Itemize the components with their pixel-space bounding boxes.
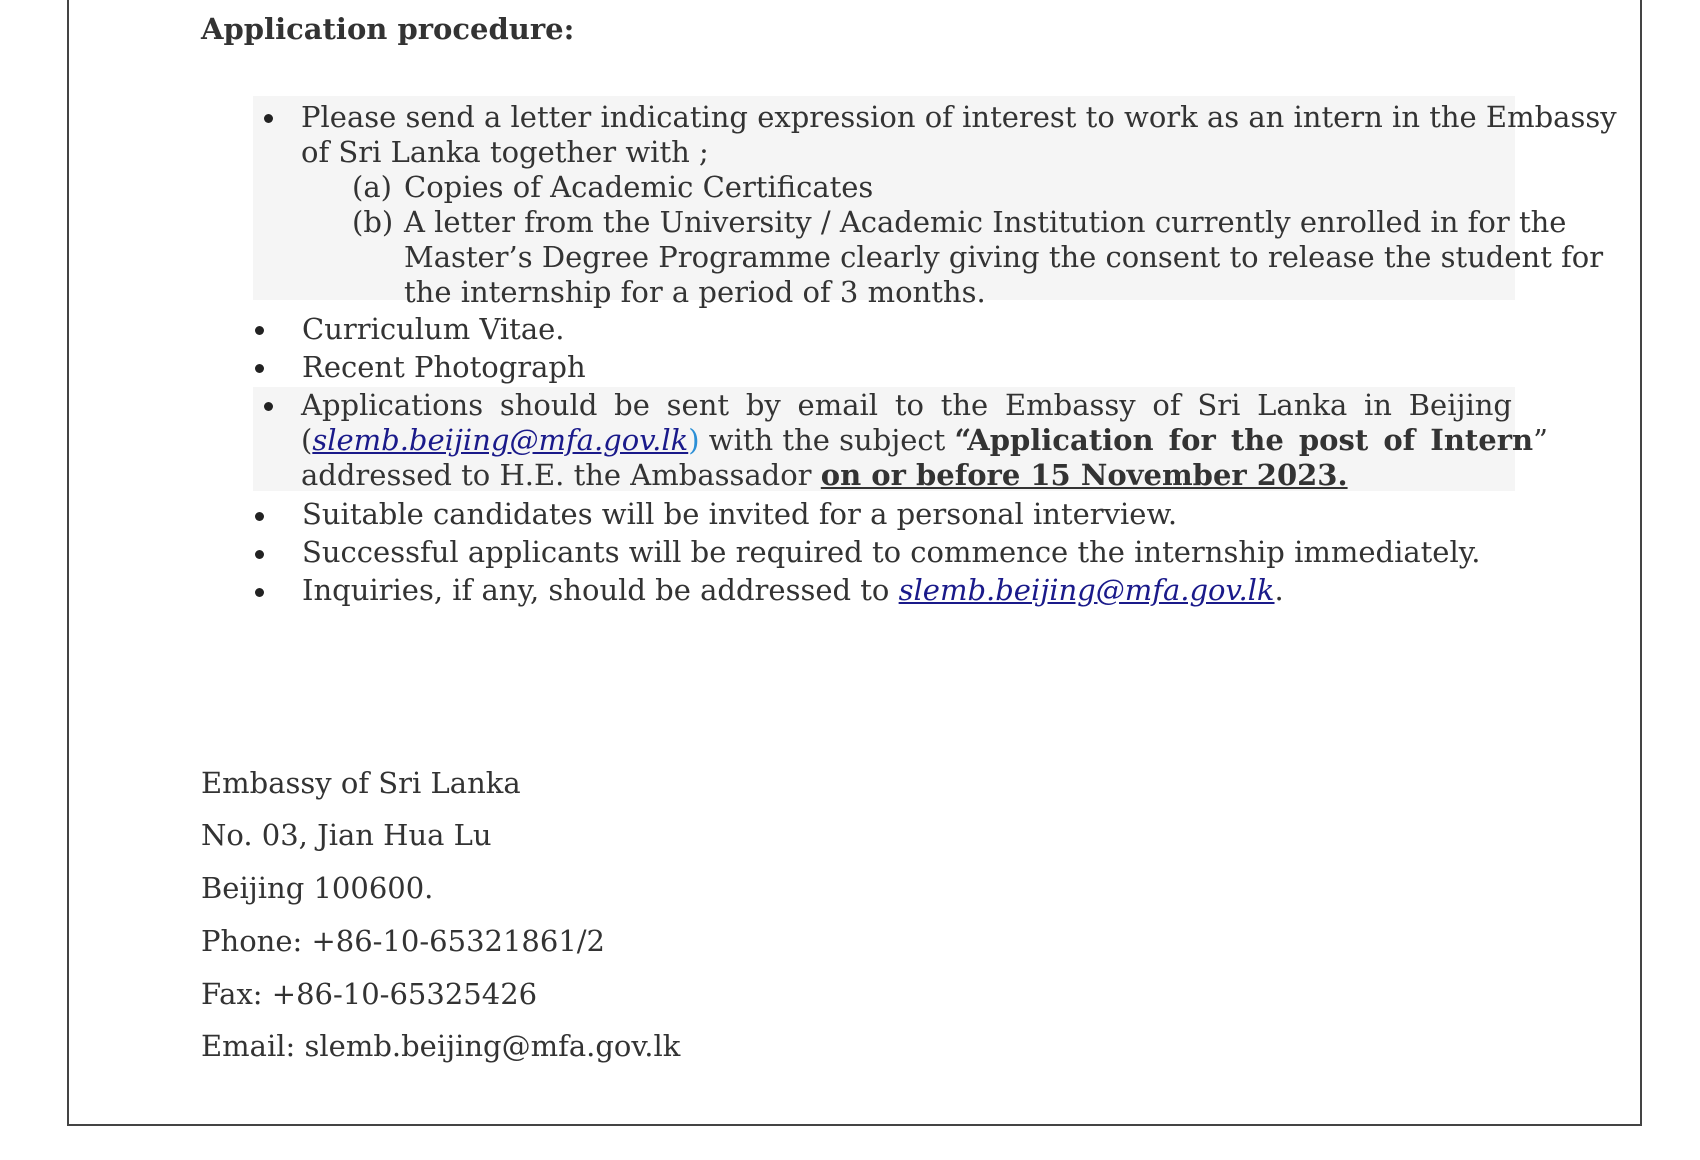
sub-item-b-line3: the internship for a period of 3 months. — [404, 275, 986, 309]
applications-email-group — [301, 423, 700, 458]
inquiries-period: . — [1274, 573, 1284, 607]
inquiries-email-link[interactable]: slemb.beijing@mfa.gov.lk — [898, 573, 1275, 607]
sub-item-b-line2: Master’s Degree Programme clearly giving the consent to release the student for — [404, 240, 1604, 274]
address-phone: Phone: +86-10-65321861/2 — [201, 924, 606, 958]
bullet-cv: Curriculum Vitae. — [302, 312, 565, 346]
bullet-applications-line1: Applications should be sent by email to the Embassy of Sri Lanka in Beijing — [301, 388, 1512, 422]
sub-item-b-marker: (b) — [352, 205, 394, 239]
sub-item-a-marker: (a) — [352, 170, 392, 204]
subject-text: with the subject — [699, 423, 955, 457]
addressed-to-text: addressed to H.E. the Ambassador — [301, 458, 821, 492]
close-quote: ” — [1533, 423, 1548, 457]
inquiries-text: Inquiries, if any, should be addressed to — [302, 573, 899, 607]
address-name: Embassy of Sri Lanka — [201, 766, 521, 800]
bullet-dot — [255, 588, 264, 597]
bullet-inquiries — [302, 573, 1284, 608]
bullet-letter-line1: Please send a letter indicating expression of interest to work as an intern in the Embassy — [301, 100, 1617, 134]
bullet-dot — [264, 114, 273, 123]
deadline-text: on or before 15 November 2023. — [820, 458, 1348, 492]
subject-bold: “Application for the post of Intern — [954, 423, 1534, 457]
bullet-dot — [255, 326, 264, 335]
close-paren: ) — [688, 423, 700, 457]
bullet-applications-line3 — [301, 458, 1348, 493]
bullet-dot — [255, 550, 264, 559]
bullet-letter-line2: of Sri Lanka together with ; — [301, 135, 709, 169]
bullet-interview: Suitable candidates will be invited for a personal interview. — [302, 497, 1178, 531]
address-city: Beijing 100600. — [201, 871, 434, 905]
sub-item-a-text: Copies of Academic Certificates — [404, 170, 874, 204]
address-street: No. 03, Jian Hua Lu — [201, 818, 492, 852]
subject-group — [955, 423, 1548, 458]
bullet-dot — [255, 512, 264, 521]
section-heading: Application procedure: — [201, 12, 575, 46]
bullet-dot — [264, 402, 273, 411]
bullet-commence: Successful applicants will be required to commence the internship immediately. — [302, 535, 1481, 569]
address-fax: Fax: +86-10-65325426 — [201, 977, 538, 1011]
bullet-applications-line2 — [301, 423, 1548, 458]
bullet-dot — [255, 364, 264, 373]
address-email: Email: slemb.beijing@mfa.gov.lk — [201, 1029, 681, 1063]
bullet-photo: Recent Photograph — [302, 350, 586, 384]
applications-email-link[interactable]: slemb.beijing@mfa.gov.lk — [312, 423, 689, 457]
open-paren: ( — [301, 423, 313, 457]
sub-item-b-line1: A letter from the University / Academic Institution currently enrolled in for the — [404, 205, 1567, 239]
